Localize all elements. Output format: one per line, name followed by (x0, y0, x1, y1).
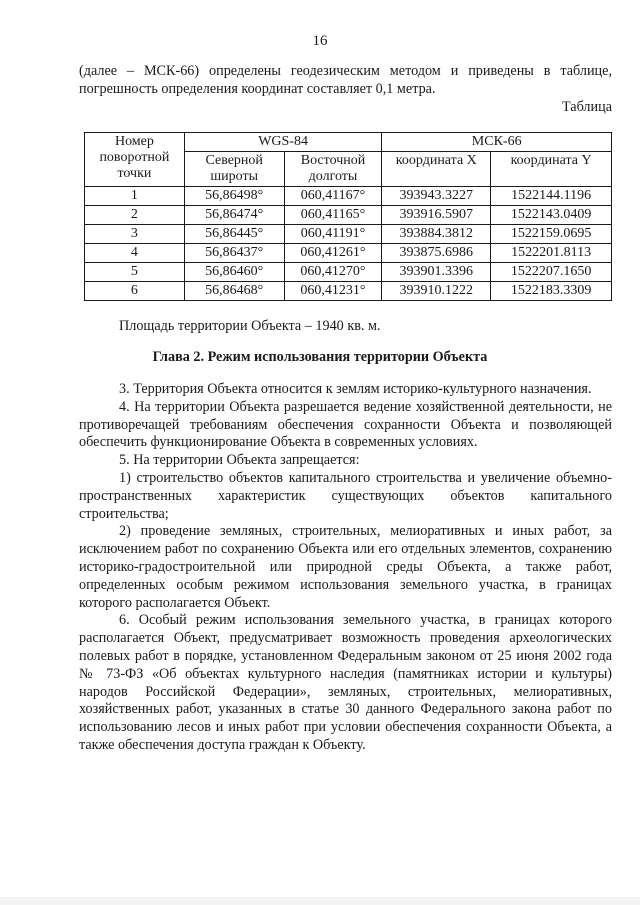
cell-longitude: 060,41270° (284, 263, 382, 282)
cell-x: 393901.3396 (382, 263, 491, 282)
paragraph-5: 5. На территории Объекта запрещается: (119, 452, 360, 469)
body-text (79, 381, 612, 755)
table-row (85, 282, 612, 301)
paragraph-6: 6. Особый режим использования земельного участка, в границах которого располагается Объект, предусматривает возможность проведения археологических полевых работ в порядке, установленном Федеральным законом от 25 июня 2002 года № 73-ФЗ «Об объектах культурного наследия (памятниках истории и культуры) народов Российской Федерации», земляных, строительных, мелиоративных, хозяйственных работ, указанных в статье 30 данного Федерального закона работ по использованию лесов и иных работ при условии обеспечения сохранности Объекта, а также обеспечения доступа граждан к Объекту. (79, 612, 612, 753)
header-latitude: Северной широты (184, 152, 284, 187)
paragraph-3: 3. Территория Объекта относится к землям историко-культурного назначения. (119, 381, 592, 397)
cell-latitude: 56,86474° (184, 206, 284, 225)
table-row (85, 206, 612, 225)
cell-point-number: 4 (85, 244, 185, 263)
table-row (85, 244, 612, 263)
cell-x: 393875.6986 (382, 244, 491, 263)
cell-latitude: 56,86445° (184, 225, 284, 244)
paragraph-4: 4. На территории Объекта разрешается ведение хозяйственной деятельности, не противоречащей требованиям обеспечения сохранности Объекта и позволяющей обеспечить функционирование Объекта в современных условиях. (79, 398, 612, 451)
table-row (85, 187, 612, 206)
cell-y: 1522207.1650 (491, 263, 612, 282)
cell-x: 393910.1222 (382, 282, 491, 301)
chapter-title: Глава 2. Режим использования территории Объекта (152, 349, 488, 365)
cell-latitude: 56,86437° (184, 244, 284, 263)
cell-y: 1522159.0695 (491, 225, 612, 244)
cell-point-number: 2 (85, 206, 185, 225)
table-header-row-1 (85, 133, 612, 152)
intro-paragraph (79, 63, 612, 99)
cell-longitude: 060,41165° (284, 206, 382, 225)
table-row (85, 225, 612, 244)
header-longitude: Восточной долготы (284, 152, 382, 187)
cell-latitude: 56,86468° (184, 282, 284, 301)
cell-point-number: 3 (85, 225, 185, 244)
cell-point-number: 1 (85, 187, 185, 206)
table-row (85, 263, 612, 282)
paragraph-5-item-2: 2) проведение земляных, строительных, мелиоративных и иных работ, за исключением работ по сохранению Объекта или его отдельных элементов, сохранению историко-градостроительной или природной среды Объекта, а также работ, определенных особым режимом использования земельного участка, в границах которого располагается Объект. (79, 523, 612, 611)
header-msk66: МСК-66 (382, 133, 612, 152)
cell-y: 1522201.8113 (491, 244, 612, 263)
coordinates-table (84, 132, 612, 301)
cell-point-number: 5 (85, 263, 185, 282)
cell-longitude: 060,41191° (284, 225, 382, 244)
cell-latitude: 56,86460° (184, 263, 284, 282)
cell-x: 393884.3812 (382, 225, 491, 244)
cell-y: 1522143.0409 (491, 206, 612, 225)
cell-longitude: 060,41167° (284, 187, 382, 206)
page-number: 16 (312, 33, 328, 49)
intro-text: (далее – МСК-66) определены геодезическим методом и приведены в таблице, погрешность определения координат составляет 0,1 метра. (79, 63, 612, 97)
cell-x: 393943.3227 (382, 187, 491, 206)
header-wgs84: WGS-84 (184, 133, 382, 152)
paragraph-5-item-1: 1) строительство объектов капитального строительства и увеличение объемно-пространственных характеристик существующих объектов капитального строительства; (79, 469, 612, 522)
cell-x: 393916.5907 (382, 206, 491, 225)
table-caption: Таблица (561, 99, 612, 115)
header-point-number: Номер поворотной точки (85, 133, 185, 187)
cell-point-number: 6 (85, 282, 185, 301)
page-bottom-edge (0, 897, 640, 905)
cell-y: 1522144.1196 (491, 187, 612, 206)
cell-latitude: 56,86498° (184, 187, 284, 206)
area-statement: Площадь территории Объекта – 1940 кв. м. (119, 318, 381, 334)
cell-longitude: 060,41261° (284, 244, 382, 263)
header-coordinate-x: координата X (382, 152, 491, 187)
header-coordinate-y: координата Y (491, 152, 612, 187)
cell-y: 1522183.3309 (491, 282, 612, 301)
cell-longitude: 060,41231° (284, 282, 382, 301)
